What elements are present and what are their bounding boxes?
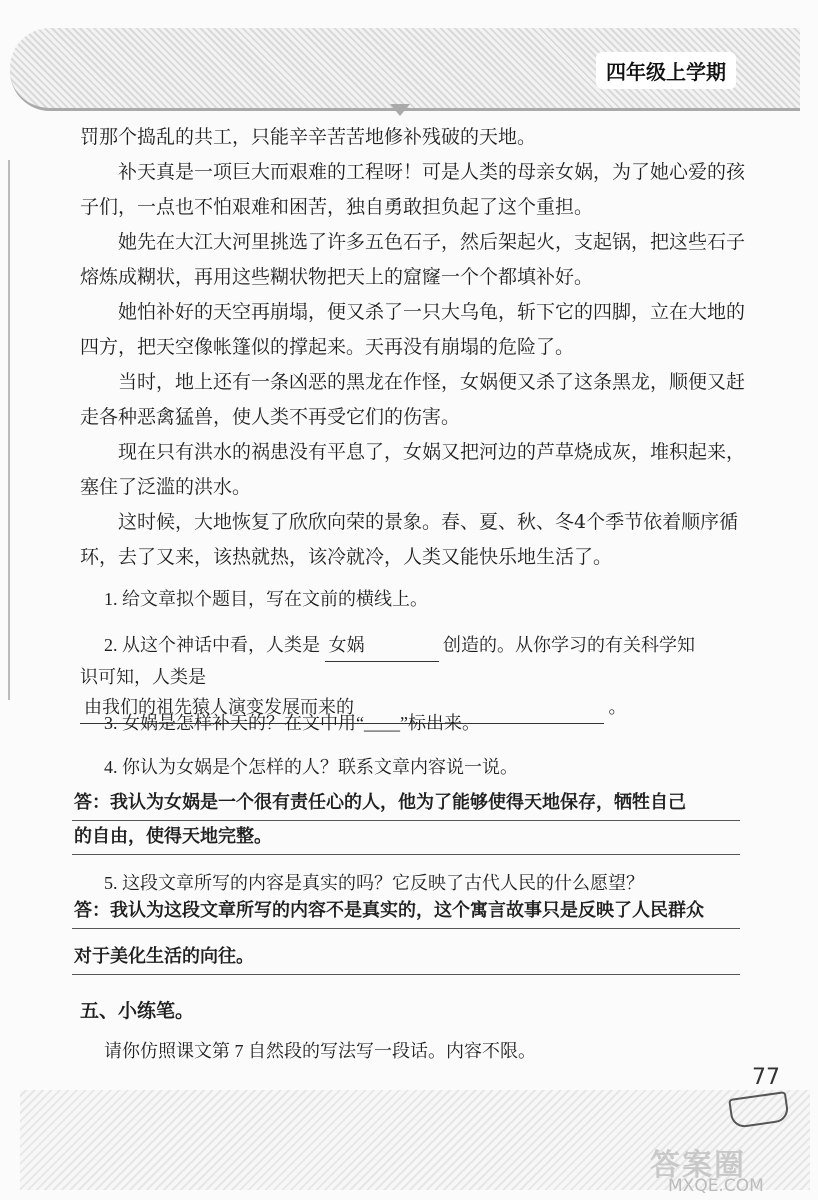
passage-paragraph-5: 当时，地上还有一条凶恶的黑龙在作怪，女娲便又杀了这条黑龙，顺便又赶走各种恶禽猛兽，使人类不再受它们的伤害。 [80,371,746,428]
question-2-line-1 [104,630,754,662]
passage-paragraph-7: 这时候，大地恢复了欣欣向荣的景象。春、夏、秋、冬4个季节依着顺序循环，去了又来，该热就热，该冷就冷，人类又能快乐地生活了。 [80,511,739,568]
question-2-text-c: 识可知，人类是 [80,667,206,687]
grade-label: 四年级上学期 [596,52,736,89]
header-pointer [390,104,410,116]
passage-paragraph-1: 罚那个捣乱的共工，只能辛辛苦苦地修补残破的天地。 [80,126,537,148]
passage-paragraph-4: 她怕补好的天空再崩塌，便又杀了一只大乌龟，斩下它的四脚，立在大地的四方，把天空像帐篷似的撑起来。天再没有崩塌的危险了。 [80,301,746,358]
answer-blank-2[interactable]: 由我们的祖先猿人演变发展而来的 [80,693,604,724]
answer-rule [72,974,740,975]
answer-rule [72,854,740,855]
question-4: 4. 你认为女娲是个怎样的人？联系文章内容说一说。 [104,757,518,777]
question-3: 3. 女娲是怎样补天的？在文中用“____”标出来。 [104,713,480,733]
question-2-text-b: 创造的。从你学习的有关科学知 [443,635,695,655]
answer-blank-1[interactable]: 女娲 [325,631,439,662]
page-number: 77 [752,1065,780,1090]
answer-rule [72,820,740,821]
passage-paragraph-2: 补天真是一项巨大而艰难的工程呀！可是人类的母亲女娲，为了她心爱的孩子们，一点也不怕艰难和困苦，独自勇敢担负起了这个重担。 [80,161,746,218]
passage-paragraph-6: 现在只有洪水的祸患没有平息了，女娲又把河边的芦草烧成灰，堆积起来，塞住了泛滥的洪水。 [80,441,746,498]
section-5-prompt: 请你仿照课文第 7 自然段的写法写一段话。内容不限。 [104,1041,536,1061]
answer-4-line-1: 答：我认为女娲是一个很有责任心的人，他为了能够使得天地保存，牺牲自己 [74,792,686,813]
answer-rule [72,928,740,929]
watermark: 答案圈 [650,1148,746,1183]
watermark-url: MXQE.COM [668,1176,764,1196]
section-5-heading: 五、小练笔。 [80,1000,195,1022]
question-5: 5. 这段文章所写的内容是真实的吗？它反映了古代人民的什么愿望？ [104,873,644,893]
answer-4-line-2: 的自由，使得天地完整。 [74,826,272,847]
answer-5-line-1: 答：我认为这段文章所写的内容不是真实的，这个寓言故事只是反映了人民群众 [74,900,704,921]
question-2-end: 。 [608,697,627,717]
left-margin-rule [8,160,10,700]
answer-5-line-2: 对于美化生活的向往。 [74,946,254,967]
question-2-text-a: 2. 从这个神话中看，人类是 [104,635,320,655]
passage-paragraph-3: 她先在大江大河里挑选了许多五色石子，然后架起火，支起锅，把这些石子熔炼成糊状，再用这些糊状物把天上的窟窿一个个都填补好。 [80,231,746,288]
question-1: 1. 给文章拟个题目，写在文前的横线上。 [104,589,428,609]
